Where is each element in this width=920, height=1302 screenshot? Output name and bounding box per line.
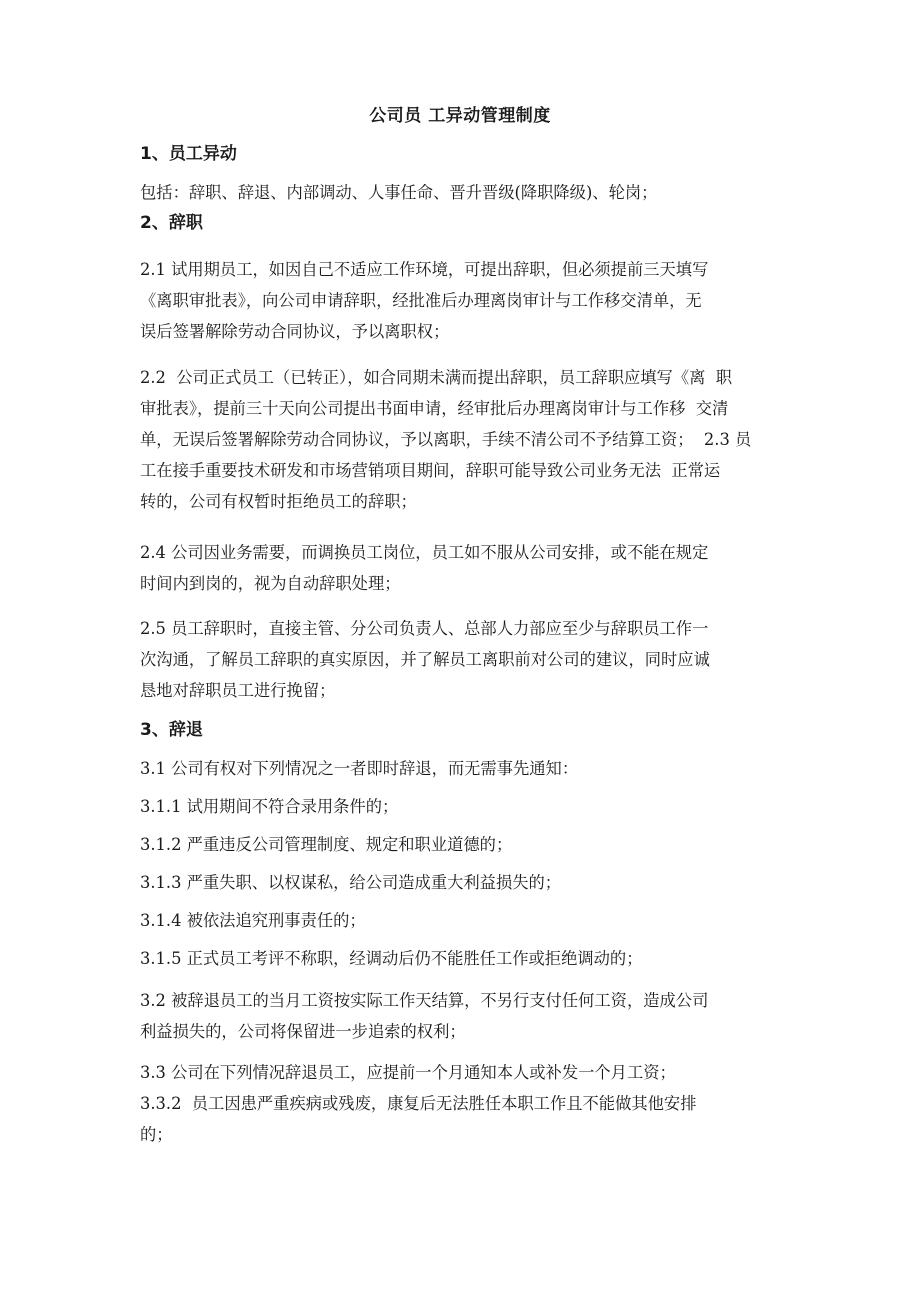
text-line: 《离职审批表》，向公司申请辞职，经批准后办理离岗审计与工作移交清单，无	[140, 291, 702, 310]
text-line: 3.2 被辞退员工的当月工资按实际工作天结算，不另行支付任何工资，造成公司	[140, 991, 709, 1010]
paragraph-2-4	[140, 537, 790, 599]
section-heading-2: 2、辞职	[140, 213, 203, 233]
paragraph-3-1	[140, 753, 790, 784]
text-line: 的；	[140, 1125, 173, 1144]
text-line: 时间内到岗的，视为自动辞职处理；	[140, 574, 401, 593]
text-line: 3.1.2 严重违反公司管理制度、规定和职业道德的；	[140, 835, 513, 854]
text-line: 2.1 试用期员工，如因自己不适应工作环境，可提出辞职，但必须提前三天填写	[140, 260, 709, 279]
paragraph-2-1	[140, 254, 790, 347]
paragraph-3-3	[140, 1057, 790, 1088]
document-title: 公司员 工异动管理制度	[369, 106, 551, 126]
text-line: 审批表》，提前三十天向公司提出书面申请，经审批后办理离岗审计与工作移 交清	[140, 399, 729, 418]
paragraph-2-5	[140, 613, 790, 706]
text-line: 误后签署解除劳动合同协议，予以离职权；	[140, 322, 450, 341]
text-line: 工在接手重要技术研发和市场营销项目期间，辞职可能导致公司业务无法 正常运	[140, 461, 721, 480]
paragraph-3-1-2	[140, 829, 790, 860]
paragraph-3-3-2	[140, 1088, 790, 1150]
paragraph-2-2	[140, 362, 790, 517]
text-line: 转的，公司有权暂时拒绝员工的辞职；	[140, 492, 417, 511]
text-line: 3.1.5 正式员工考评不称职，经调动后仍不能胜任工作或拒绝调动的；	[140, 949, 643, 968]
text-line: 3.1 公司有权对下列情况之一者即时辞退，而无需事先通知：	[140, 759, 579, 778]
text-line: 3.3.2 员工因患严重疾病或残废，康复后无法胜任本职工作且不能做其他安排	[140, 1094, 697, 1113]
paragraph-3-1-5	[140, 943, 790, 974]
text-line: 包括：辞职、辞退、内部调动、人事任命、晋升晋级(降职降级)、轮岗；	[140, 183, 658, 202]
paragraph-3-2	[140, 985, 790, 1047]
text-line: 2.5 员工辞职时，直接主管、分公司负责人、总部人力部应至少与辞职员工作一	[140, 619, 709, 638]
section-heading-1: 1、员工异动	[140, 144, 237, 164]
paragraph-3-1-3	[140, 867, 790, 898]
text-line: 2.4 公司因业务需要，而调换员工岗位，员工如不服从公司安排，或不能在规定	[140, 543, 709, 562]
text-line: 3.1.1 试用期间不符合录用条件的；	[140, 797, 399, 816]
section-heading-3: 3、辞退	[140, 720, 203, 740]
paragraph-1-1	[140, 177, 790, 208]
text-line: 单，无误后签署解除劳动合同协议，予以离职，手续不清公司不予结算工资； 2.3 员	[140, 430, 752, 449]
text-line: 3.1.4 被依法追究刑事责任的；	[140, 911, 366, 930]
paragraph-3-1-1	[140, 791, 790, 822]
text-line: 次沟通，了解员工辞职的真实原因，并了解员工离职前对公司的建议，同时应诚	[140, 650, 710, 669]
paragraph-3-1-4	[140, 905, 790, 936]
text-line: 2.2 公司正式员工（已转正），如合同期未满而提出辞职，员工辞职应填写《离 职	[140, 368, 733, 387]
text-line: 利益损失的，公司将保留进一步追索的权利；	[140, 1022, 466, 1041]
text-line: 3.1.3 严重失职、以权谋私，给公司造成重大利益损失的；	[140, 873, 562, 892]
text-line: 恳地对辞职员工进行挽留；	[140, 681, 336, 700]
text-line: 3.3 公司在下列情况辞退员工，应提前一个月通知本人或补发一个月工资；	[140, 1063, 676, 1082]
